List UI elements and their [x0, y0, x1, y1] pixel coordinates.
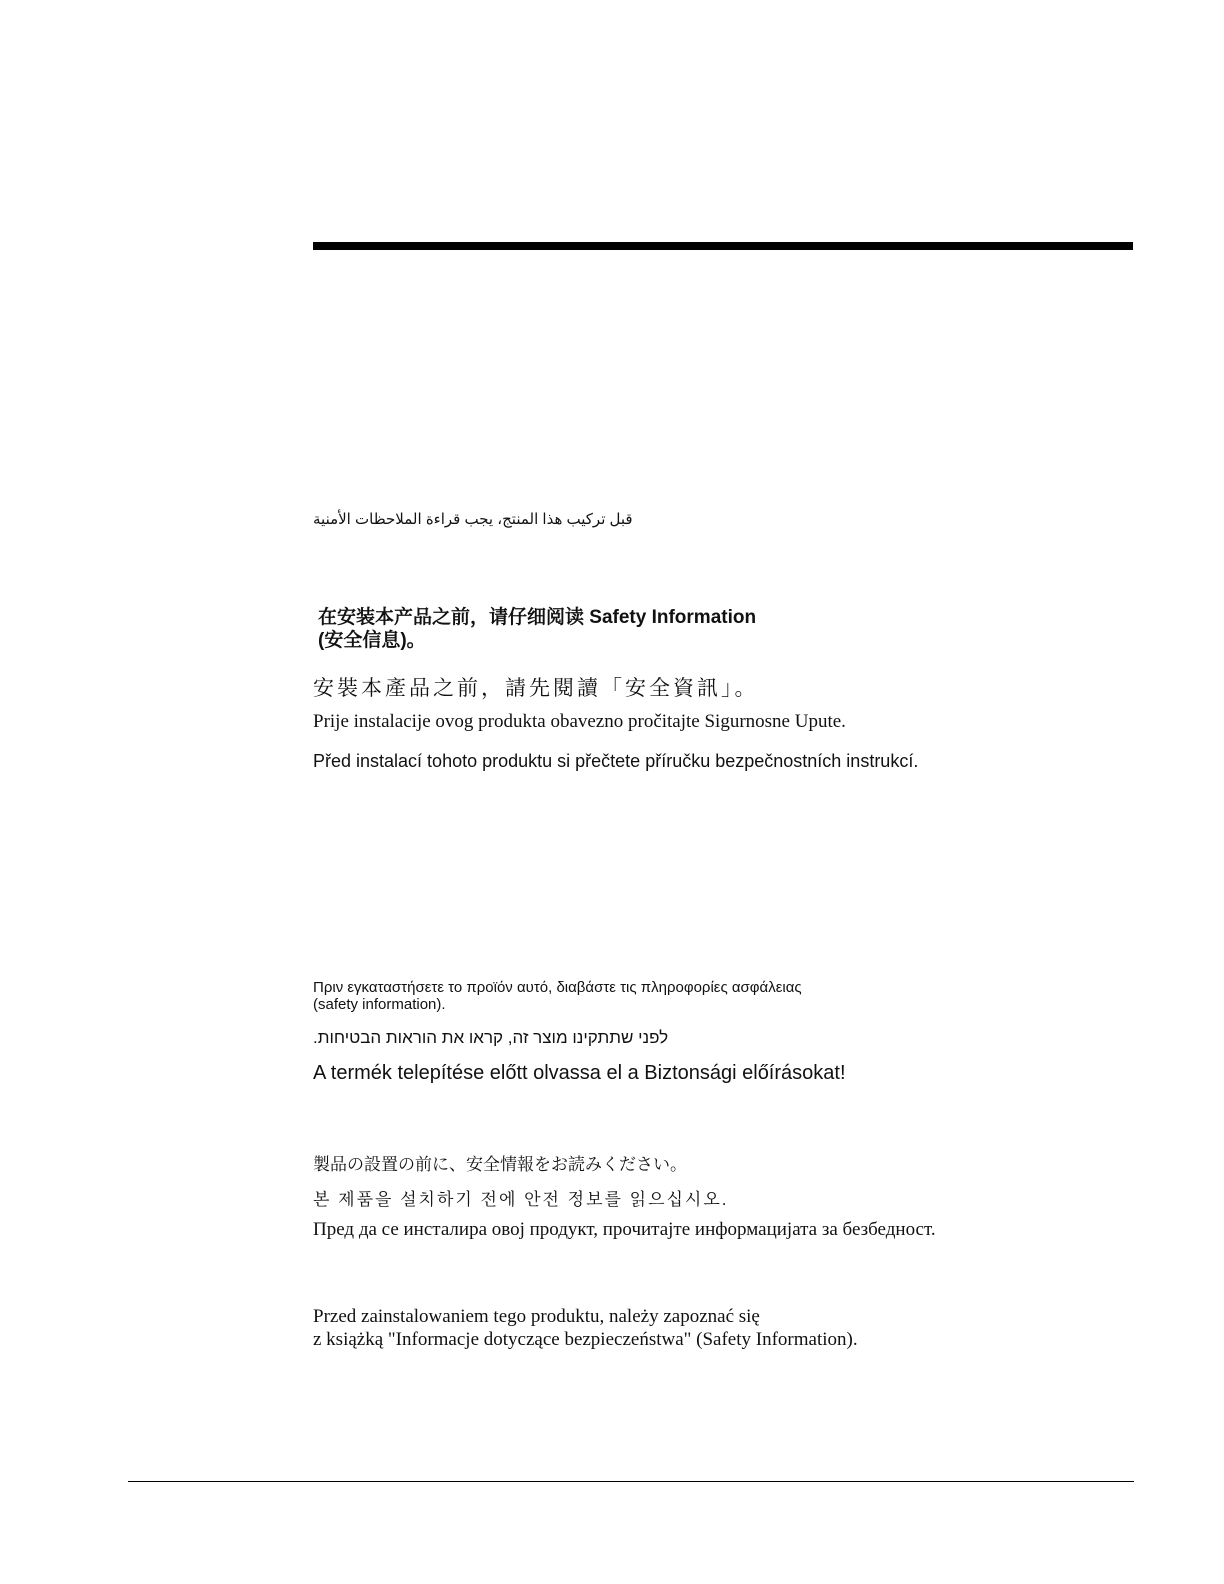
notice-korean: 본 제품을 설치하기 전에 안전 정보를 읽으십시오.	[313, 1190, 729, 1209]
notice-greek-line2: (safety information).	[313, 996, 446, 1013]
footer-rule	[128, 1481, 1134, 1482]
notice-greek-line1: Πριν εγκαταστήσετε το προϊόν αυτό, διαβάστε τις πληροφορίες ασφάλειας	[313, 979, 802, 996]
header-rule	[313, 242, 1133, 250]
notice-polish-line1: Przed zainstalowaniem tego produktu, należy zapoznać się	[313, 1306, 760, 1327]
notice-chinese-traditional: 安裝本產品之前，請先閱讀「安全資訊」。	[313, 676, 759, 700]
notice-polish-line2: z książką "Informacje dotyczące bezpieczeństwa" (Safety Information).	[313, 1329, 858, 1350]
notice-japanese: 製品の設置の前に、安全情報をお読みください。	[313, 1155, 687, 1174]
notice-czech: Před instalací tohoto produktu si přečtete příručku bezpečnostních instrukcí.	[313, 751, 919, 771]
notice-chinese-simplified-line2: (安全信息)。	[318, 630, 426, 651]
notice-croatian: Prije instalacije ovog produkta obavezno pročitajte Sigurnosne Upute.	[313, 711, 846, 732]
notice-chinese-simplified-line1: 在安装本产品之前，请仔细阅读 Safety Information	[318, 607, 757, 628]
notice-arabic: قبل تركيب هذا المنتج، يجب قراءة الملاحظات الأمنية	[313, 511, 633, 528]
notice-hebrew: לפני שתתקינו מוצר זה, קראו את הוראות הבטיחות.	[313, 1028, 669, 1047]
notice-hungarian: A termék telepítése előtt olvassa el a Biztonsági előírásokat!	[313, 1062, 846, 1084]
notice-macedonian: Пред да се инсталира овој продукт, прочитајте информацијата за безбедност.	[313, 1219, 936, 1240]
